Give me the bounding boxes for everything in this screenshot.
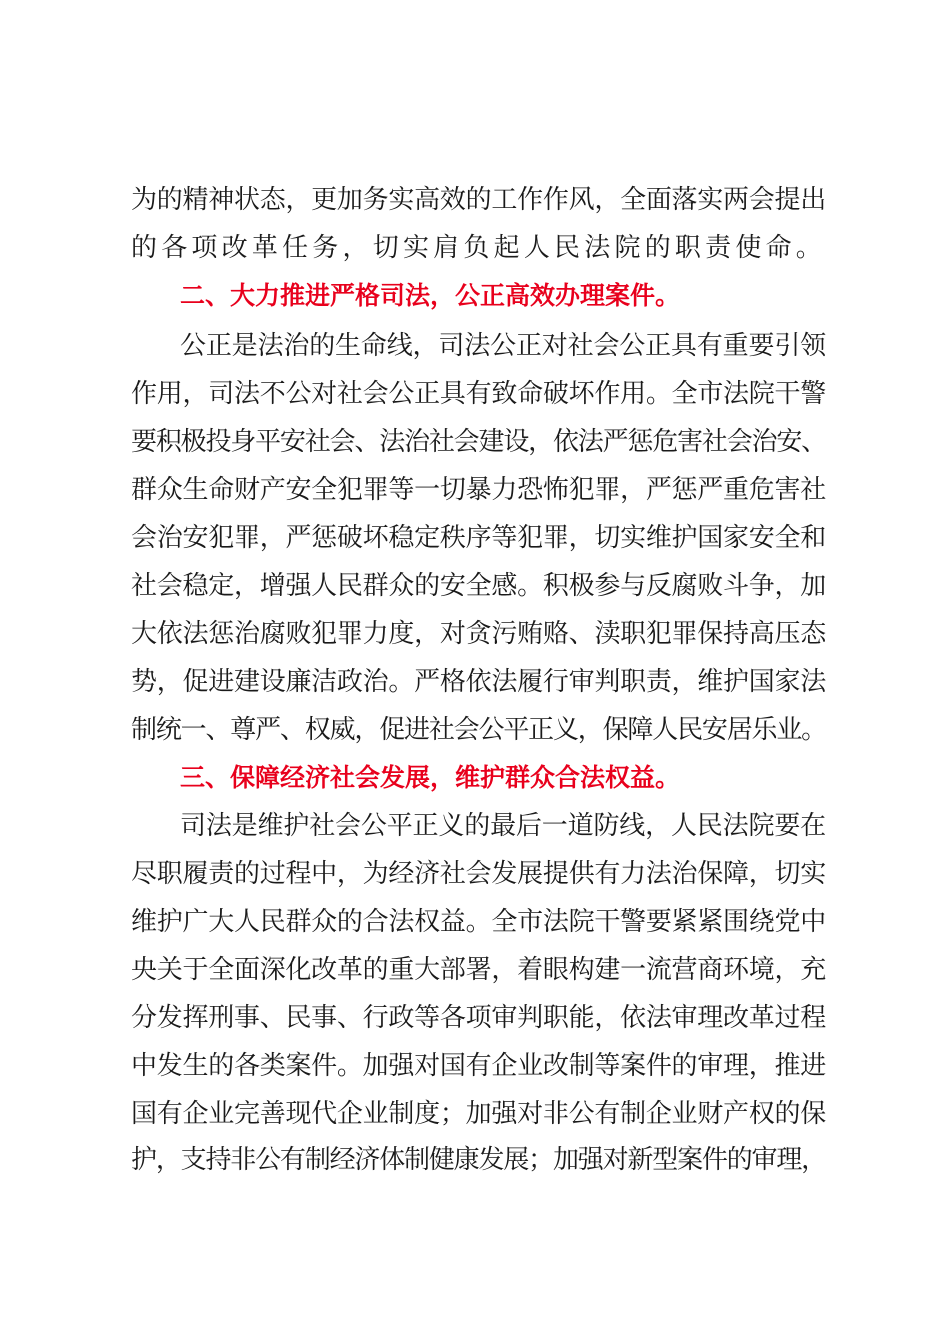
paragraph-line: 为的精神状态，更加务实高效的工作作风，全面落实两会提出 xyxy=(131,185,827,215)
paragraph-line: 社会稳定，增强人民群众的安全感。积极参与反腐败斗争，加 xyxy=(131,571,827,601)
paragraph-line: 大依法惩治腐败犯罪力度，对贪污贿赂、渎职犯罪保持高压态 xyxy=(131,619,827,649)
paragraph-line: 的各项改革任务，切实肩负起人民法院的职责使命。 xyxy=(131,233,827,263)
paragraph-line: 要积极投身平安社会、法治社会建设，依法严惩危害社会治安、 xyxy=(131,427,827,457)
paragraph-line: 群众生命财产安全犯罪等一切暴力恐怖犯罪，严惩严重危害社 xyxy=(131,475,827,505)
paragraph-line: 国有企业完善现代企业制度；加强对非公有制企业财产权的保 xyxy=(131,1099,827,1129)
paragraph-line: 会治安犯罪，严惩破坏稳定秩序等犯罪，切实维护国家安全和 xyxy=(131,523,827,553)
paragraph-line: 势，促进建设廉洁政治。严格依法履行审判职责，维护国家法 xyxy=(131,667,827,697)
section-heading-3: 三、保障经济社会发展，维护群众合法权益。 xyxy=(180,763,681,792)
paragraph-line: 中发生的各类案件。加强对国有企业改制等案件的审理，推进 xyxy=(131,1051,827,1081)
section-heading-2: 二、大力推进严格司法，公正高效办理案件。 xyxy=(180,281,681,310)
paragraph-line: 分发挥刑事、民事、行政等各项审判职能，依法审理改革过程 xyxy=(131,1003,827,1033)
paragraph-line: 作用，司法不公对社会公正具有致命破坏作用。全市法院干警 xyxy=(131,379,827,409)
paragraph-line: 尽职履责的过程中，为经济社会发展提供有力法治保障，切实 xyxy=(131,859,827,889)
paragraph-line: 维护广大人民群众的合法权益。全市法院干警要紧紧围绕党中 xyxy=(131,907,827,937)
paragraph-line: 央关于全面深化改革的重大部署，着眼构建一流营商环境，充 xyxy=(131,955,827,985)
paragraph-line: 制统一、尊严、权威，促进社会公平正义，保障人民安居乐业。 xyxy=(131,715,827,745)
paragraph-line: 护，支持非公有制经济体制健康发展；加强对新型案件的审理， xyxy=(131,1145,827,1175)
paragraph-line: 公正是法治的生命线，司法公正对社会公正具有重要引领 xyxy=(180,331,827,361)
paragraph-line: 司法是维护社会公平正义的最后一道防线，人民法院要在 xyxy=(180,811,827,841)
